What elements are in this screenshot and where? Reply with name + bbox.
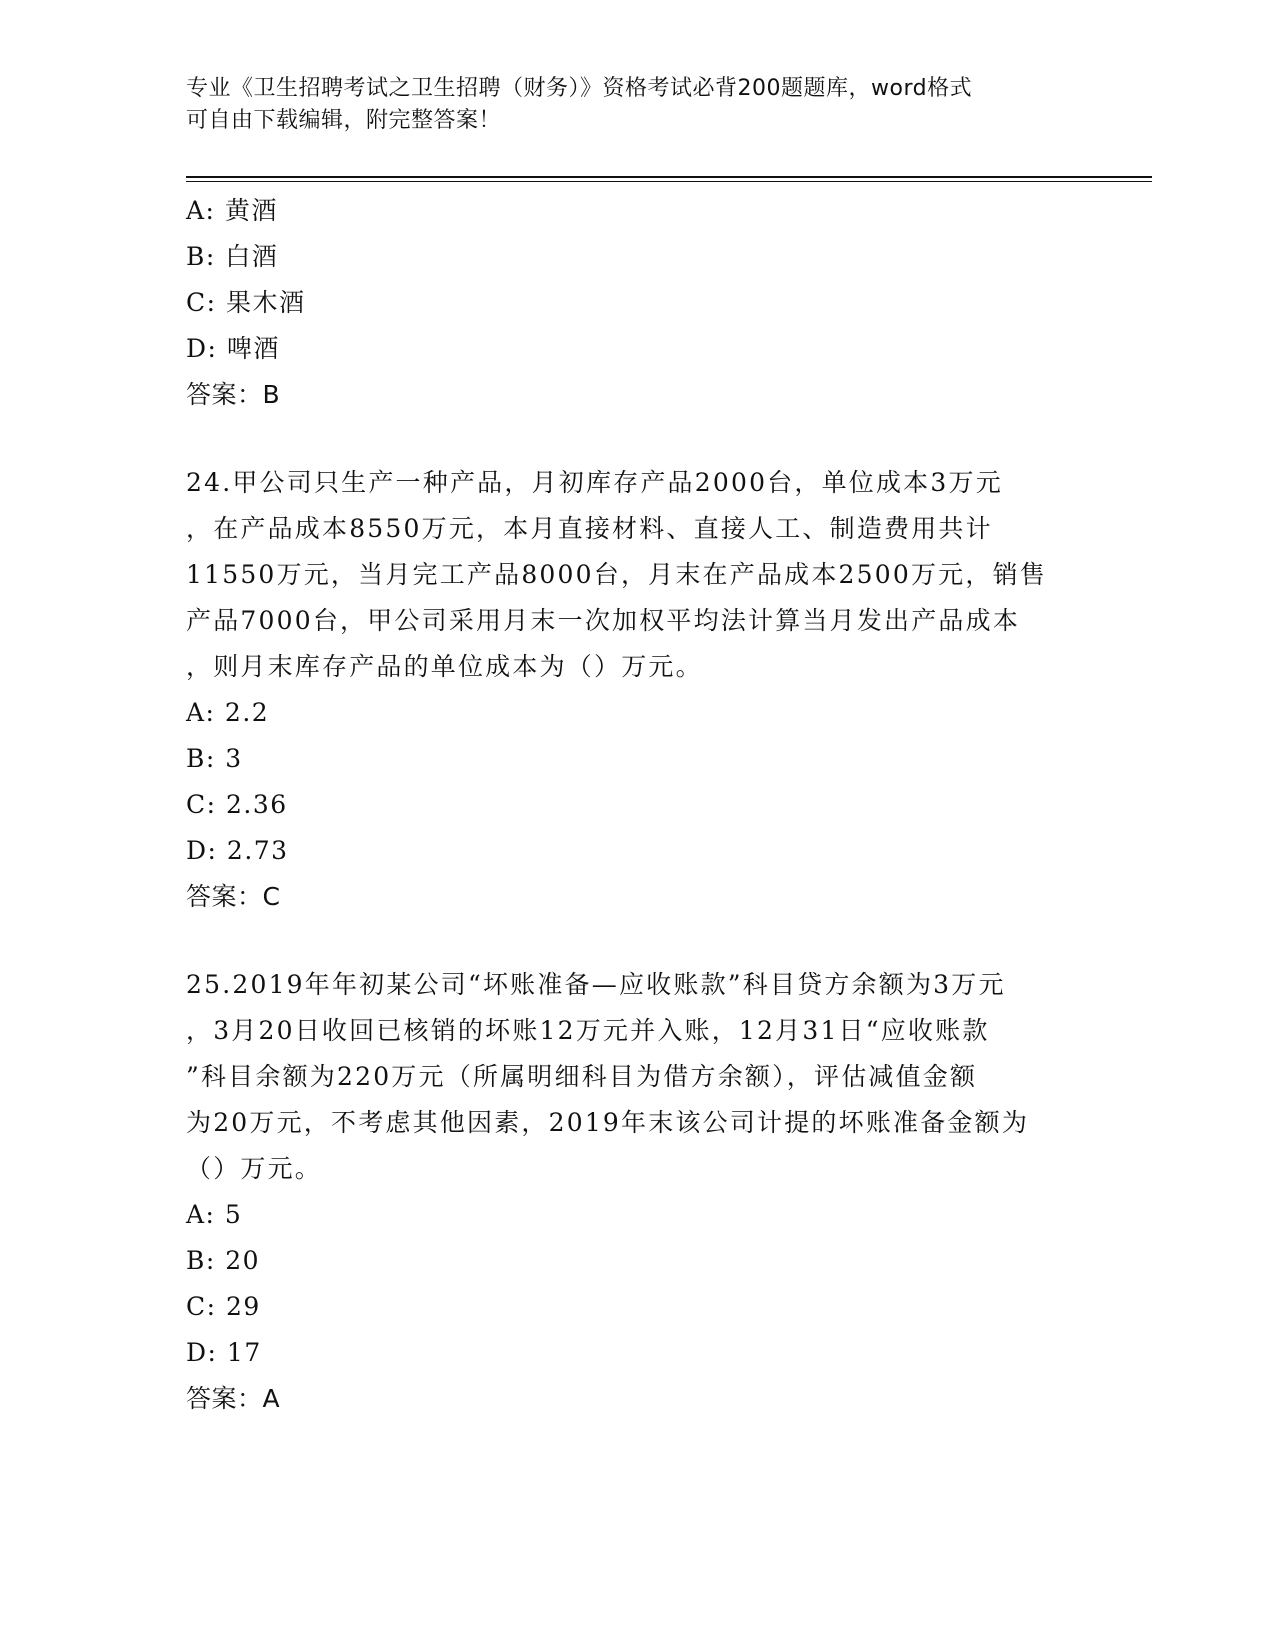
- question-text-line: 25.2019年年初某公司“坏账准备—应收账款”科目贷方余额为3万元: [186, 970, 1006, 999]
- option-b: B: 3: [186, 744, 243, 773]
- answer: 答案：B: [186, 380, 281, 409]
- option-d: D: 2.73: [186, 836, 289, 865]
- option-c: C: 果木酒: [186, 288, 306, 317]
- question-text-line: 产品7000台，甲公司采用月末一次加权平均法计算当月发出产品成本: [186, 606, 1021, 635]
- question-text-line: （）万元。: [186, 1154, 323, 1183]
- answer: 答案：C: [186, 882, 281, 911]
- document-header: [186, 73, 1066, 137]
- header-divider-thick: [186, 176, 1152, 178]
- option-a: A: 5: [186, 1200, 243, 1229]
- question-text-line: ，在产品成本8550万元，本月直接材料、直接人工、制造费用共计: [186, 514, 993, 543]
- option-d: D: 17: [186, 1338, 262, 1367]
- question-24: [186, 460, 1106, 920]
- header-line-2: 可自由下载编辑，附完整答案！: [186, 108, 502, 133]
- document-body: [186, 188, 1106, 1422]
- question-text-line: 24.甲公司只生产一种产品，月初库存产品2000台，单位成本3万元: [186, 468, 1003, 497]
- question-text-line: ”科目余额为220万元（所属明细科目为借方余额），评估减值金额: [186, 1062, 978, 1091]
- header-line-1: 专业《卫生招聘考试之卫生招聘（财务）》资格考试必背200题题库，word格式: [186, 76, 973, 101]
- option-d: D: 啤酒: [186, 334, 280, 363]
- option-b: B: 白酒: [186, 242, 279, 271]
- question-text-line: ，则月末库存产品的单位成本为（）万元。: [186, 652, 703, 681]
- option-a: A: 黄酒: [186, 196, 278, 225]
- question-text-line: ，3月20日收回已核销的坏账12万元并入账，12月31日“应收账款: [186, 1016, 990, 1045]
- question-text-line: 为20万元，不考虑其他因素，2019年末该公司计提的坏账准备金额为: [186, 1108, 1030, 1137]
- question-text-line: 11550万元，当月完工产品8000台，月末在产品成本2500万元，销售: [186, 560, 1047, 589]
- option-b: B: 20: [186, 1246, 261, 1275]
- question-23-continued: [186, 188, 1106, 418]
- header-divider-thin: [186, 181, 1152, 182]
- question-25: [186, 962, 1106, 1422]
- option-c: C: 29: [186, 1292, 261, 1321]
- answer: 答案：A: [186, 1384, 281, 1413]
- option-a: A: 2.2: [186, 698, 270, 727]
- option-c: C: 2.36: [186, 790, 288, 819]
